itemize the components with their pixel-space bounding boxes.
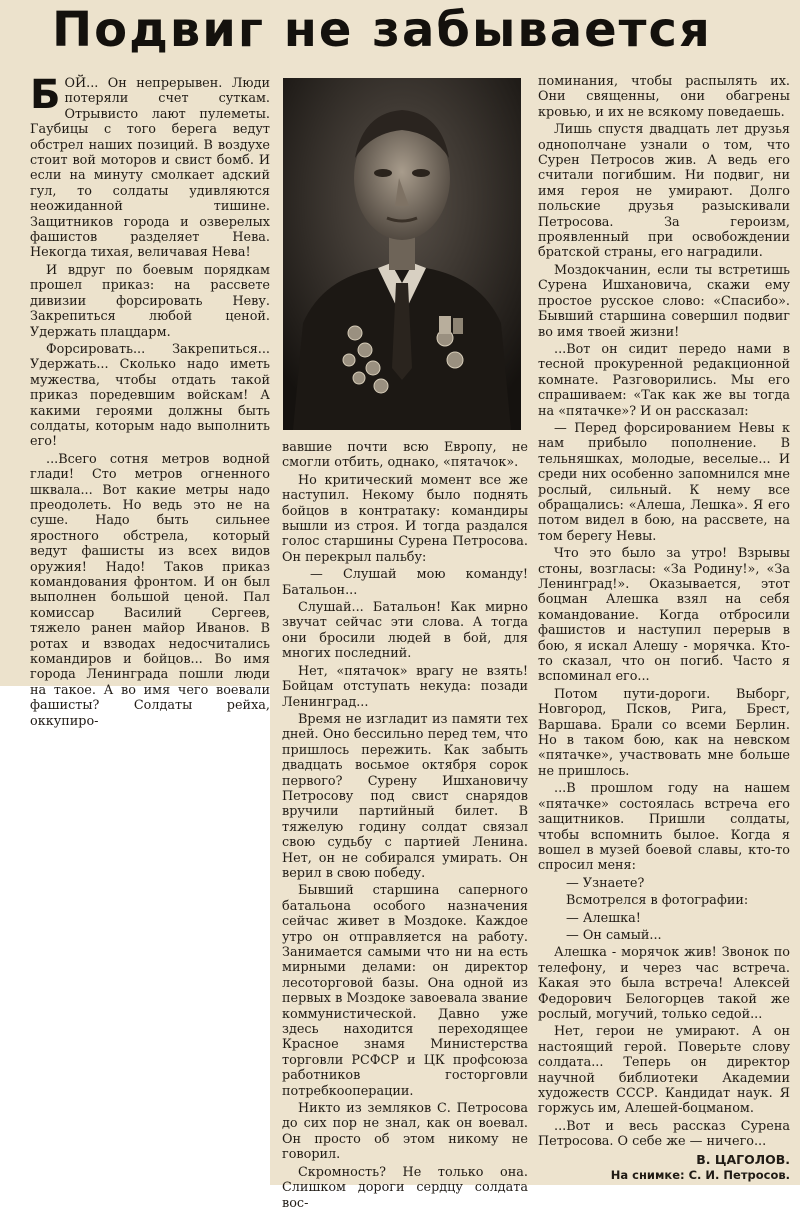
paragraph: Лишь спустя двадцать лет друзья однополчане узнали о том, что Сурен Петросов жив. А ведь его считали погибшим. Ни подвиг, ни имя героя не умирают. Долго польские друзья разыскивали Петросова. За героизм, проявленный при освобождении братской страны, его наградили.	[538, 122, 790, 261]
paragraph: Моздокчанин, если ты встретишь Сурена Ишхановича, скажи ему простое русское слово: «Спасибо». Бывший старшина совершил подвиг во имя твоей жизни!	[538, 262, 790, 340]
paragraph: Что это было за утро! Взрывы стоны, возгласы: «За Родину!», «За Ленинград!». Оказывается, этот боцман Алешка взял на себя командование. Когда отбросили фашистов и наступил перерыв в бою, я искал Алешу - морячка. Кто-то сказал, что он погиб. Часто я вспоминал его...	[538, 546, 790, 685]
paragraph: Нет, «пятачок» врагу не взять! Бойцам отступать некуда: позади Ленинград...	[282, 663, 528, 710]
paragraph: ...Вот и весь рассказ Сурена Петросова. О себе же — ничего...	[538, 1118, 790, 1150]
paragraph: ...В прошлом году на нашем «пятачке» состоялась встреча его защитников. Пришли солдаты, чтобы вспомнить былое. Когда я вошел в музей боевой славы, кто-то спросил меня:	[538, 781, 790, 874]
paragraph: вавшие почти всю Европу, не смогли отбить, однако, «пятачок».	[282, 440, 528, 471]
paragraph: Никто из земляков С. Петросова до сих пор не знал, как он воевал. Он просто об этом никому не говорил.	[282, 1101, 528, 1163]
paragraph: Потом пути-дороги. Выборг, Новгород, Псков, Рига, Брест, Варшава. Брали со всеми Берлин. Но в таком бою, как на невском «пятачке», участвовать мне больше не пришлось.	[538, 686, 790, 779]
dialogue-line: — Алешка!	[566, 910, 641, 926]
paragraph: Алешка - морячок жив! Звонок по телефону, и через час встреча. Какая это была встреча! Алексей Федорович Белогорцев такой же рослый, могучий, только седой...	[538, 945, 790, 1022]
paragraph: Скромность? Не только она. Слишком дороги сердцу солдата вос-	[282, 1164, 528, 1211]
paragraph: — Слушай мою команду! Батальон...	[282, 567, 528, 598]
portrait-image	[283, 78, 521, 430]
author-signature: В. ЦАГОЛОВ.	[696, 1151, 790, 1167]
paragraph: Бывший старшина саперного батальона особого назначения сейчас живет в Моздоке. Каждое утро он отправляется на работу. Занимается самыми что ни на есть мирными делами: он директор лесоторговой базы. Она одной из первых в Моздоке завоевала звание коммунистической. Давно уже здесь находится переходящее Красное знамя Министерства торговли РСФСР и ЦК профсоюза работников госторговли потребкооперации.	[282, 883, 528, 1099]
paragraph: И вдруг по боевым порядкам прошел приказ: на рассвете дивизии форсировать Неву. Закрепиться любой ценой. Удержать плацдарм.	[30, 262, 270, 340]
dialogue-line: — Он самый...	[566, 927, 662, 943]
paragraph: поминания, чтобы распылять их. Они священны, они обагрены кровью, и их не всякому поведаешь.	[538, 74, 790, 120]
photo-caption: На снимке: С. И. Петросов.	[610, 1168, 790, 1183]
drop-cap: Б	[30, 72, 61, 118]
dialogue-line: Всмотрелся в фотографии:	[566, 893, 749, 909]
paragraph: Нет, герои не умирают. А он настоящий герой. Поверьте слову солдата... Теперь он директор научной библиотеки Академии художеств СССР. Кандидат наук. Я горжусь им, Алешей-боцманом.	[538, 1024, 790, 1117]
paragraph: Слушай... Батальон! Как мирно звучат сейчас эти слова. А тогда они бросили людей в бой, для многих последний.	[282, 600, 528, 662]
headline: Подвиг не забывается	[52, 2, 712, 58]
paragraph: Форсировать... Закрепиться... Удержать... Сколько надо иметь мужества, чтобы отдать такой приказ поредевшим войскам! А какими героями должны быть солдаты, которым надо выполнить его!	[30, 341, 270, 450]
paragraph: ...Всего сотня метров водной глади! Сто метров огненного шквала... Вот какие метры надо преодолеть. Но ведь это не на суше. Надо быть сильнее яростного обстрела, который ведут фашисты из всех видов оружия! Надо! Таков приказ командования фронтом. И он был выполнен большой ценой. Пал комиссар Василий Сергеев, тяжело ранен майор Иванов. В ротах и взводах недосчитались командиров и бойцов... Во имя города Ленинграда пошли люди на такое. А во имя чего воевали фашисты? Солдаты рейха, оккупиро-	[30, 451, 270, 729]
paragraph	[30, 72, 270, 261]
dialogue-line: — Узнаете?	[566, 875, 645, 891]
column-3	[538, 74, 790, 1185]
paragraph: ...Вот он сидит передо нами в тесной прокуренной редакционной комнате. Разговорились. Мы его спрашиваем: «Так как же вы тогда на «пятачке»? И он рассказал:	[538, 341, 790, 419]
column-2	[282, 440, 528, 1211]
portrait-photo	[283, 78, 521, 430]
column-1	[30, 72, 270, 729]
paragraph: — Перед форсированием Невы к нам прибыло пополнение. В тельняшках, молодые, веселые... И среди них особенно запомнился мне рослый, сильный. К нему все обращались: «Алеша, Лешка». Я его потом видел в бою, на рассвете, на том берегу Невы.	[538, 420, 790, 544]
paragraph: Но критический момент все же наступил. Некому было поднять бойцов в контратаку: командиры вышли из строя. И тогда раздался голос старшины Сурена Петросова. Он перекрыл пальбу:	[282, 472, 528, 565]
paragraph: Время не изгладит из памяти тех дней. Оно бессильно перед тем, что пришлось пережить. Как забыть двадцать восьмое октября сорок первого? Сурену Ишхановичу Петросову под свист снарядов вручили партийный билет. В тяжелую годину солдат связал свою судьбу с партией Ленина. Нет, он не собирался умирать. Он верил в свою победу.	[282, 711, 528, 881]
paragraph-text: ОЙ... Он непрерывен. Люди потеряли счет суткам. Отрывисто лают пулеметы. Гаубицы с того берега ведут обстрел наших позиций. В воздухе стоит вой моторов и свист бомб. И если на минуту смолкает адский гул, то солдаты удивляются неожиданной тишине. Защитников города и озверелых фашистов разделяет Нева. Некогда тихая, величавая Нева!	[30, 76, 270, 261]
